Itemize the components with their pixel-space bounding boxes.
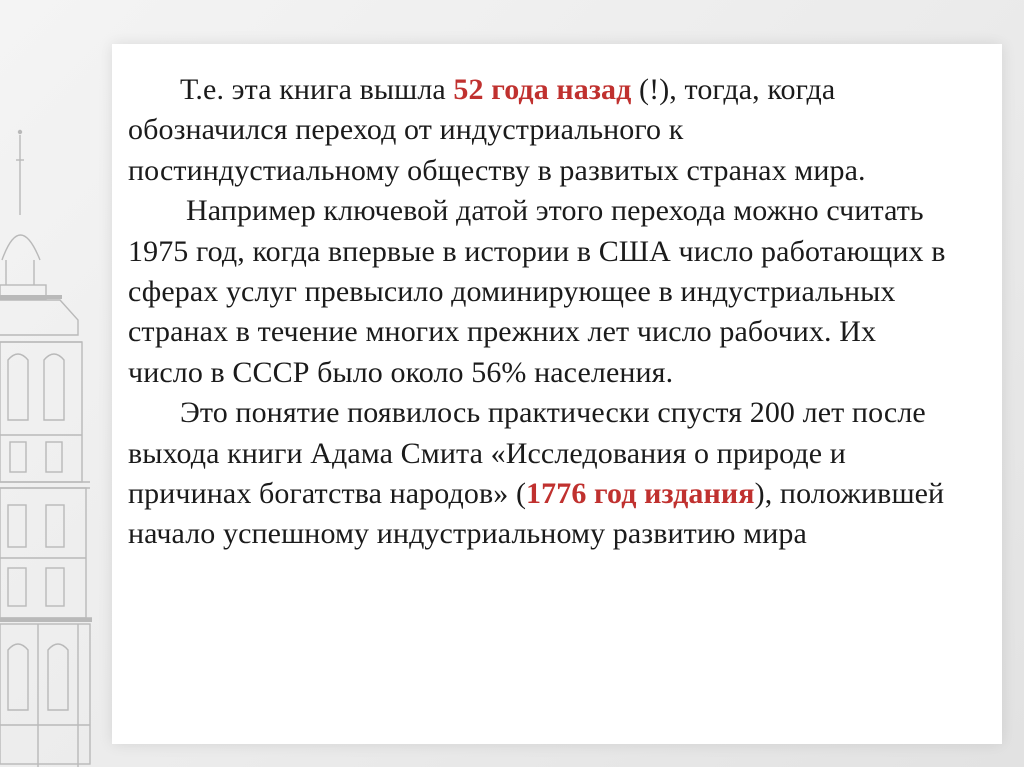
highlighted-text: 1776 год издания — [526, 477, 755, 511]
highlighted-text: 52 года назад — [453, 73, 632, 106]
paragraph-2 — [128, 191, 948, 393]
text-run: Это понятие появилось практически спустя 200 лет после выхода книги Адама Смита «Исследования о природе и причинах богатства народов» ( — [128, 396, 926, 511]
building-illustration — [0, 120, 110, 767]
text-run: Например ключевой датой этого перехода можно считать 1975 год, когда впервые в истории в США число работающих в сферах услуг превысило доминирующее в индустриальных странах в течение многих прежних лет число рабочих. Их число в СССР было около 56% населения. — [128, 194, 946, 389]
paragraph-1 — [128, 70, 948, 191]
paragraph-3 — [128, 393, 948, 555]
text-run: ), положившей начало успешному индустриальному развитию мира — [128, 477, 945, 551]
text-run: Т.е. эта книга вышла — [180, 73, 454, 106]
text-run: (!), тогда, когда обозначился переход от индустриального к постиндустиальному обществу в развитых странах мира. — [128, 73, 866, 187]
slide-text — [128, 70, 948, 555]
